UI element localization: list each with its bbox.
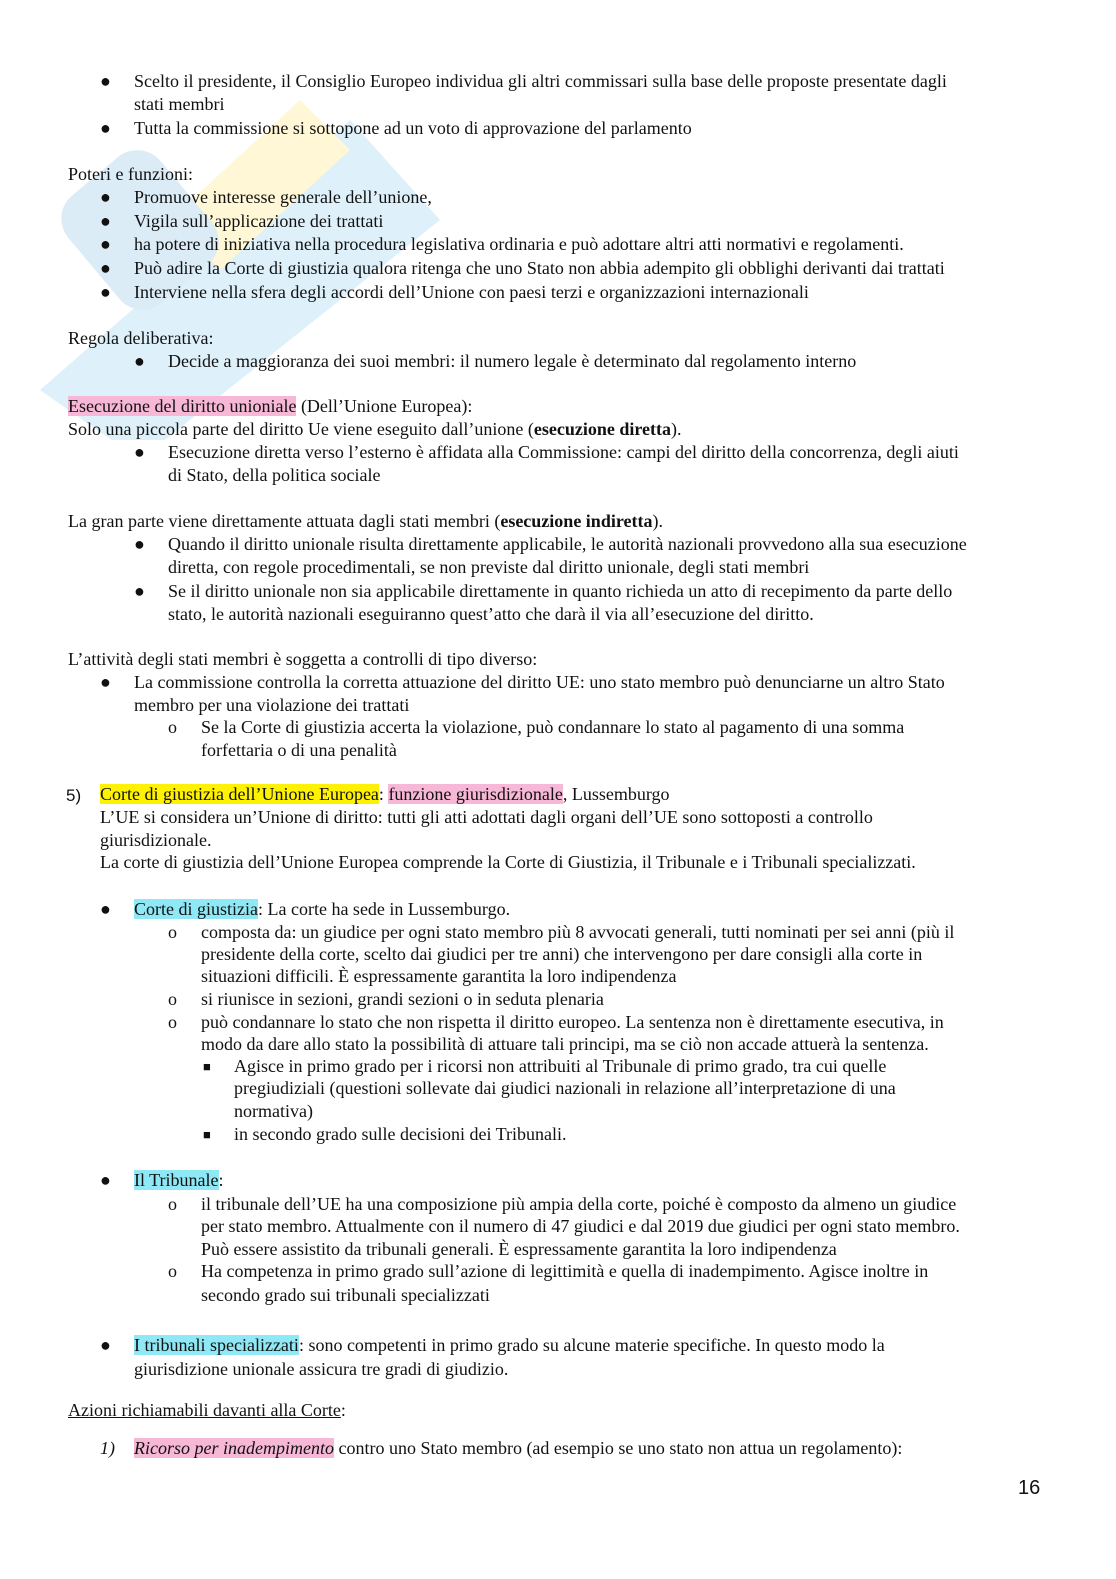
bullet-icon: ●	[100, 71, 111, 91]
text-line: La gran parte viene direttamente attuata dagli stati membri (esecuzione indiretta).	[68, 511, 663, 531]
bullet-icon: ●	[134, 534, 145, 554]
bullet-icon: ●	[100, 211, 111, 231]
highlight: Il Tribunale	[134, 1170, 219, 1190]
bullet-icon: ●	[100, 187, 111, 207]
text-line: presidente della corte, scelto dai giudici per tre anni) che intervengono per dare consigli alla corte in	[201, 944, 923, 964]
text-line: normativa)	[234, 1101, 313, 1121]
square-bullet-icon: ■	[203, 1127, 211, 1142]
text-line: La corte di giustizia dell’Unione Europea comprende la Corte di Giustizia, il Tribunale e i Tribunali specializzati.	[100, 852, 916, 872]
highlight: Ricorso per inadempimento	[134, 1438, 334, 1458]
section-heading: Corte di giustizia dell’Unione Europea: funzione giurisdizionale, Lussemburgo	[100, 784, 670, 804]
highlight: Esecuzione del diritto unioniale	[68, 396, 297, 416]
text-line: giurisdizionale.	[100, 830, 212, 850]
text-line: composta da: un giudice per ogni stato membro più 8 avvocati generali, tutti nominati per sei anni (più il	[201, 922, 955, 942]
text-line: modo da dare allo stato la possibilità di attuare tali principi, ma se ciò non accade attuerà la sentenza.	[201, 1034, 929, 1054]
text-line: Vigila sull’applicazione dei trattati	[134, 211, 384, 231]
highlight: I tribunali specializzati	[134, 1335, 299, 1355]
circle-bullet-icon: o	[168, 989, 177, 1009]
text-line: Interviene nella sfera degli accordi dell’Unione con paesi terzi e organizzazioni internazionali	[134, 282, 809, 302]
text-line: giurisdizione unionale assicura tre gradi di giudizio.	[134, 1359, 509, 1379]
circle-bullet-icon: o	[168, 717, 177, 737]
text-line: situazioni difficili. È espressamente garantita la loro indipendenza	[201, 966, 677, 986]
text-line: La commissione controlla la corretta attuazione del diritto UE: uno stato membro può denunciarne un altro Stato	[134, 672, 945, 692]
text-line: stato, le autorità nazionali eseguiranno quest’atto che darà il via all’esecuzione del diritto.	[168, 604, 814, 624]
highlight: Corte di giustizia dell’Unione Europea	[100, 784, 379, 804]
text-line: L’attività degli stati membri è soggetta a controlli di tipo diverso:	[68, 649, 538, 669]
text-line: Può adire la Corte di giustizia qualora ritenga che uno Stato non abbia adempito gli obblighi derivanti dai trattati	[134, 258, 945, 278]
bullet-icon: ●	[134, 581, 145, 601]
text-line: può condannare lo stato che non rispetta il diritto europeo. La sentenza non è direttamente esecutiva, in	[201, 1012, 944, 1032]
page-number: 16	[1018, 1477, 1041, 1499]
bullet-icon: ●	[100, 1335, 111, 1355]
bullet-icon: ●	[100, 899, 111, 919]
text-line: di Stato, della politica sociale	[168, 465, 381, 485]
text-line: Esecuzione diretta verso l’esterno è affidata alla Commissione: campi del diritto della concorrenza, degli aiuti	[168, 442, 959, 462]
text-line: I tribunali specializzati: sono competenti in primo grado su alcune materie specifiche. In questo modo la	[134, 1335, 885, 1355]
square-bullet-icon: ■	[203, 1059, 211, 1074]
section-label: Regola deliberativa:	[68, 328, 214, 348]
text-line: secondo grado sui tribunali specializzati	[201, 1285, 490, 1305]
text-line: Solo una piccola parte del diritto Ue viene eseguito dall’unione (esecuzione diretta).	[68, 419, 682, 439]
text-line: per stato membro. Attualmente con il numero di 47 giudici e dal 2019 due giudici per ogni stato membro.	[201, 1216, 960, 1236]
section-heading: Azioni richiamabili davanti alla Corte:	[68, 1400, 346, 1420]
highlight: Corte di giustizia	[134, 899, 258, 919]
text-line: Se la Corte di giustizia accerta la violazione, può condannare lo stato al pagamento di una somma	[201, 717, 905, 737]
text-line: stati membri	[134, 94, 225, 114]
bullet-icon: ●	[100, 234, 111, 254]
text-line: Corte di giustizia: La corte ha sede in Lussemburgo.	[134, 899, 511, 919]
bullet-icon: ●	[100, 672, 111, 692]
text-line: pregiudiziali (questioni sollevate dai giudici nazionali in relazione all’interpretazione di una	[234, 1078, 896, 1098]
text-line: membro per una violazione dei trattati	[134, 695, 410, 715]
text-line: si riunisce in sezioni, grandi sezioni o in seduta plenaria	[201, 989, 604, 1009]
text-line: Quando il diritto unionale risulta direttamente applicabile, le autorità nazionali provvedono alla sua esecuzione	[168, 534, 967, 554]
list-number: 5)	[66, 786, 82, 805]
text-line: Il Tribunale:	[134, 1170, 224, 1190]
text-line: Può essere assistito da tribunali generali. È espressamente garantita la loro indipendenza	[201, 1239, 837, 1259]
text-line: Ricorso per inadempimento contro uno Stato membro (ad esempio se uno stato non attua un regolamento):	[134, 1438, 903, 1458]
highlight: funzione giurisdizionale	[388, 784, 563, 804]
circle-bullet-icon: o	[168, 1261, 177, 1281]
text-line: Tutta la commissione si sottopone ad un voto di approvazione del parlamento	[134, 118, 692, 138]
text-line: Ha competenza in primo grado sull’azione di legittimità e quella di inadempimento. Agisce inoltre in	[201, 1261, 929, 1281]
text-line: L’UE si considera un’Unione di diritto: tutti gli atti adottati dagli organi dell’UE sono sottoposti a controllo	[100, 807, 873, 827]
text-line: Decide a maggioranza dei suoi membri: il numero legale è determinato dal regolamento interno	[168, 351, 857, 371]
text-line: Se il diritto unionale non sia applicabile direttamente in quanto richieda un atto di recepimento da parte dello	[168, 581, 953, 601]
text-line: Agisce in primo grado per i ricorsi non attribuiti al Tribunale di primo grado, tra cui quelle	[234, 1056, 887, 1076]
circle-bullet-icon: o	[168, 1012, 177, 1032]
bullet-icon: ●	[100, 282, 111, 302]
text-line: Promuove interesse generale dell’unione,	[134, 187, 432, 207]
text-line: forfettaria o di una penalità	[201, 740, 397, 760]
text-line: ha potere di iniziativa nella procedura legislativa ordinaria e può adottare altri atti normativi e regolamenti.	[134, 234, 904, 254]
bullet-icon: ●	[134, 442, 145, 462]
bullet-icon: ●	[100, 258, 111, 278]
bullet-icon: ●	[100, 1170, 111, 1190]
list-number: 1)	[100, 1438, 115, 1458]
section-heading: Esecuzione del diritto unioniale (Dell’Unione Europea):	[68, 396, 473, 416]
circle-bullet-icon: o	[168, 1194, 177, 1214]
text-line: Scelto il presidente, il Consiglio Europeo individua gli altri commissari sulla base delle proposte presentate dagli	[134, 71, 947, 91]
text-line: diretta, con regole procedimentali, se non previste dal diritto unionale, degli stati membri	[168, 557, 810, 577]
circle-bullet-icon: o	[168, 922, 177, 942]
text-line: in secondo grado sulle decisioni dei Tribunali.	[234, 1124, 567, 1144]
bullet-icon: ●	[100, 118, 111, 138]
text-line: il tribunale dell’UE ha una composizione più ampia della corte, poiché è composto da almeno un giudice	[201, 1194, 957, 1214]
bullet-icon: ●	[134, 351, 145, 371]
section-label: Poteri e funzioni:	[68, 164, 193, 184]
